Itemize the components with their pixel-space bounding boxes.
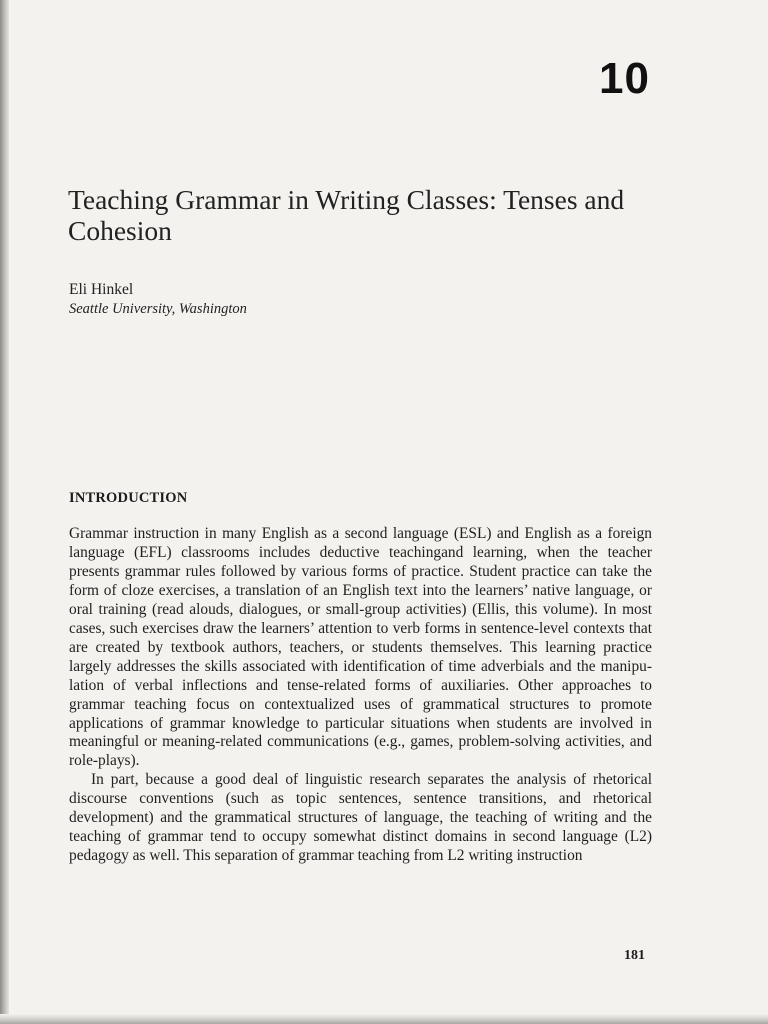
section-heading: INTRODUCTION bbox=[69, 490, 188, 506]
body-text bbox=[69, 525, 652, 866]
paragraph: Grammar instruction in many English as a second language (ESL) and English as a foreign language (EFL) classrooms includes deductive teachingand learning, when the teacher presents grammar rules followed by various forms of practice. Student practice can take the form of cloze exercises, a translation of an English text into the learners’ native language, or oral training (read alouds, dialogues, or small-group activities) (Ellis, this volume). In most cases, such exercises draw the learners’ attention to verb forms in sentence-level contexts that are created by textbook authors, teachers, or students themselves. This learning practice largely addresses the skills associated with identification of time adverbials and the manipulation of verbal inflections and tense-related forms of auxiliaries. Other approaches to grammar teaching focus on contextualized uses of grammatical structures to promote applications of grammar knowledge to particular situations when students are involved in meaningful or meaning-related communications (e.g., games, problem-solving activities, and role-plays). bbox=[69, 525, 652, 770]
paragraph: In part, because a good deal of linguistic research separates the analysis of rhetorical discourse conventions (such as topic sentences, sentence transitions, and rhetorical development) and the grammatical structures of language, the teaching of writing and the teaching of grammar tend to occupy somewhat distinct domains in second language (L2) pedagogy as well. This separation of grammar teaching from L2 writing instruction bbox=[69, 771, 652, 865]
author-affiliation: Seattle University, Washington bbox=[69, 301, 247, 317]
page-bottom-edge bbox=[0, 1014, 768, 1024]
author-name: Eli Hinkel bbox=[69, 281, 134, 298]
chapter-number: 10 bbox=[599, 54, 650, 103]
page-spine-shadow bbox=[0, 0, 9, 1024]
chapter-title: Teaching Grammar in Writing Classes: Tenses and Cohesion bbox=[68, 184, 625, 246]
page-number: 181 bbox=[624, 948, 645, 963]
